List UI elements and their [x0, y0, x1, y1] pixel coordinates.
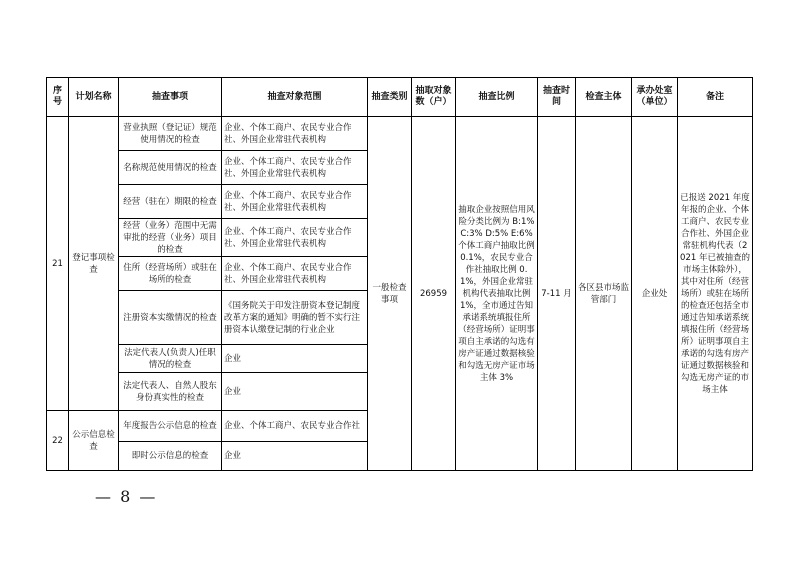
ratio-cell: 抽取企业按照信用风险分类比例为 B:1% C:3% D:5% E:6% 个体工商户抽取比例 0.1%，农民专业合作社抽取比例 0.1%，外国企业常驻机构代表抽取比例 1%，全市通过告知承诺系统填报住所（经营场所）证明事项自主承诺的勾选有房产证通过数据核验和勾选无房产证市场主体 3% [456, 117, 538, 471]
item-cell: 法定代表人、自然人股东身份真实性的检查 [119, 373, 222, 411]
item-cell: 年度报告公示信息的检查 [119, 411, 222, 442]
scope-cell: 企业 [222, 373, 368, 411]
header-subject: 检查主体 [576, 78, 632, 117]
scope-cell: 企业 [222, 442, 368, 471]
header-scope: 抽查对象范围 [222, 78, 368, 117]
scope-cell: 企业、个体工商户、农民专业合作社、外国企业常驻代表机构 [222, 117, 368, 151]
plan-name-cell: 登记事项检查 [69, 117, 119, 411]
item-cell: 营业执照（登记证）规范使用情况的检查 [119, 117, 222, 151]
scope-cell: 企业、个体工商户、农民专业合作社、外国企业常驻代表机构 [222, 257, 368, 291]
header-count: 抽取对象数（户） [412, 78, 456, 117]
page-number: — 8 — [95, 487, 158, 506]
header-plan-name: 计划名称 [69, 78, 119, 117]
item-cell: 法定代表人(负责人)任职情况的检查 [119, 345, 222, 373]
count-cell: 26959 [412, 117, 456, 471]
seq-cell: 22 [47, 411, 69, 471]
item-cell: 经营（驻在）期限的检查 [119, 185, 222, 219]
scope-cell: 企业、个体工商户、农民专业合作社、外国企业常驻代表机构 [222, 219, 368, 257]
scope-cell: 企业、个体工商户、农民专业合作社 [222, 411, 368, 442]
scope-cell: 企业、个体工商户、农民专业合作社、外国企业常驻代表机构 [222, 185, 368, 219]
remark-cell: 已报送 2021 年度年报的企业、个体工商户、农民专业合作社、外国企业常驻机构代表（2021 年已被抽查的市场主体除外），其中对住所（经营场所）或驻在场所的检查还包括全市通过告知承诺系统填报住所（经营场所）证明事项自主承诺的勾选有房产证通过数据核验和勾选无房产证的市场主体 [678, 117, 753, 471]
header-dept: 承办处室（单位） [632, 78, 678, 117]
item-cell: 住所（经营场所）或驻在场所的检查 [119, 257, 222, 291]
item-cell: 名称规范使用情况的检查 [119, 151, 222, 185]
scope-cell: 《国务院关于印发注册资本登记制度改革方案的通知》明确的暂不实行注册资本认缴登记制的行业企业 [222, 291, 368, 345]
subject-cell: 各区县市场监管部门 [576, 117, 632, 471]
scope-cell: 企业 [222, 345, 368, 373]
inspection-plan-table [46, 77, 753, 471]
header-category: 抽查类别 [368, 78, 412, 117]
time-cell: 7-11 月 [538, 117, 576, 471]
plan-name-cell: 公示信息检查 [69, 411, 119, 471]
header-seq: 序号 [47, 78, 69, 117]
item-cell: 即时公示信息的检查 [119, 442, 222, 471]
seq-cell: 21 [47, 117, 69, 411]
header-ratio: 抽查比例 [456, 78, 538, 117]
dept-cell: 企业处 [632, 117, 678, 471]
item-cell: 注册资本实缴情况的检查 [119, 291, 222, 345]
category-cell: 一般检查事项 [368, 117, 412, 471]
scope-cell: 企业、个体工商户、农民专业合作社、外国企业常驻代表机构 [222, 151, 368, 185]
item-cell: 经营（业务）范围中无需审批的经营（业务）项目的检查 [119, 219, 222, 257]
table-row [47, 117, 753, 151]
header-remark: 备注 [678, 78, 753, 117]
header-time: 抽查时间 [538, 78, 576, 117]
header-item: 抽查事项 [119, 78, 222, 117]
header-row [47, 78, 753, 117]
